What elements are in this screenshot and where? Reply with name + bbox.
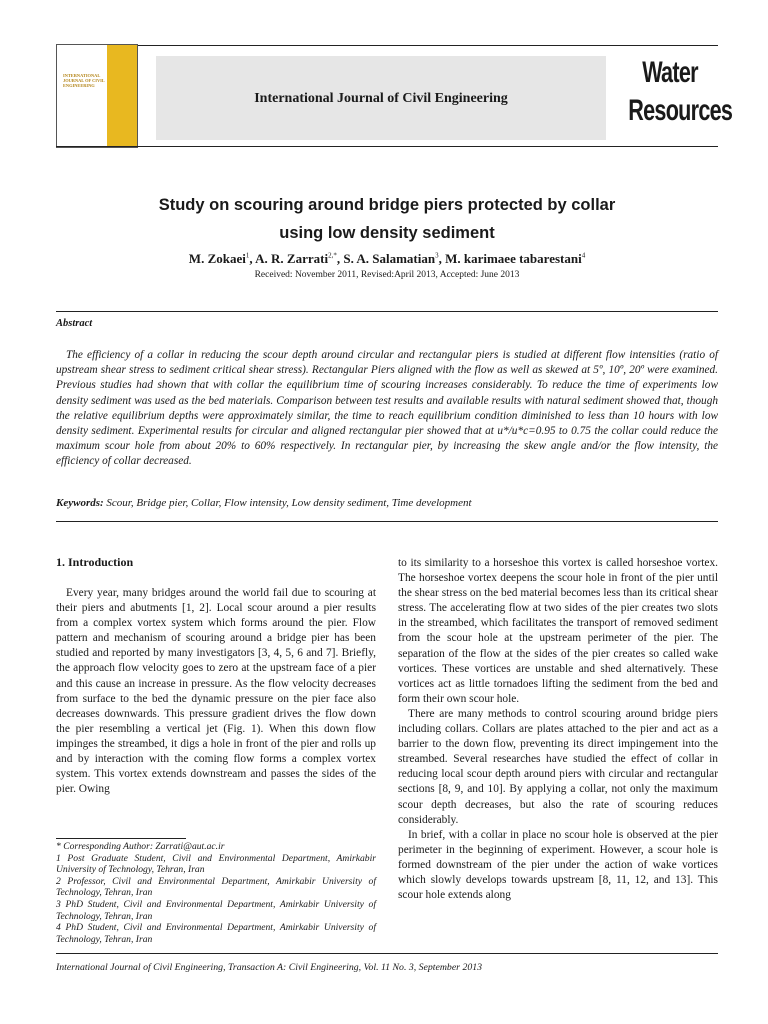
keywords (56, 497, 718, 509)
abstract-bottom-rule (56, 521, 718, 522)
abstract-top-rule (56, 311, 718, 312)
footnote: 3 PhD Student, Civil and Environmental Department, Amirkabir University of Technology, Tehran, Iran (56, 898, 376, 922)
footnote: 1 Post Graduate Student, Civil and Environmental Department, Amirkabir University of Technology, Tehran, Iran (56, 852, 376, 876)
received-dates: Received: November 2011, Revised:April 2013, Accepted: June 2013 (254, 270, 520, 280)
journal-cover-thumbnail (56, 44, 138, 148)
author-list (56, 251, 718, 267)
footnote: 4 PhD Student, Civil and Environmental Department, Amirkabir University of Technology, Tehran, Iran (56, 922, 376, 945)
keywords-label: Keywords: (56, 497, 104, 509)
author-name: A. R. Zarrati (255, 251, 329, 266)
footnote: 2 Professor, Civil and Environmental Department, Amirkabir University of Technology, Tehran, Iran (56, 875, 376, 899)
footer-citation: International Journal of Civil Engineering, Transaction A: Civil Engineering, Vol. 11 No. 3, September 2013 (56, 962, 483, 973)
footnote-rule (56, 838, 186, 839)
author-separator: , (438, 251, 446, 266)
abstract-heading: Abstract (56, 318, 93, 329)
author-separator: , (249, 251, 256, 266)
paragraph: to its similarity to a horseshoe this vortex is called horseshoe vortex. The horseshoe vortex deepens the scour hole in front of the pier until the shear stress on the bed material becomes less than its critical shear stress. The accelerating flow at two sides of the pier creates two slots in the streambed, which facilitates the transport of removed sediment from the scour hole at the upstream perimeter of the pier. The separation of the flow at the sides of the pier creates so called wake vortices. These vortices are unstable and shed alternatively. These vortices act as little tornadoes lifting the sediment from the bed and form their own scour hole. (398, 557, 718, 705)
footer-rule (56, 953, 718, 954)
author-separator: , (336, 251, 344, 266)
right-column (398, 556, 718, 903)
section-heading: 1. Introduction (56, 555, 134, 569)
paper-title (56, 191, 718, 247)
left-column (56, 586, 376, 797)
footnotes (56, 841, 376, 945)
author-affiliation-mark: 2,* (328, 251, 337, 260)
author-affiliation-mark: 4 (581, 251, 586, 260)
paper-title-line2: using low density sediment (279, 224, 495, 242)
paper-title-line1: Study on scouring around bridge piers protected by collar (158, 196, 616, 214)
cover-title: INTERNATIONAL JOURNAL OF CIVIL ENGINEERING (63, 73, 105, 88)
keywords-list: Scour, Bridge pier, Collar, Flow intensity, Low density sediment, Time development (106, 497, 472, 509)
author-affiliation-mark: 3 (435, 251, 439, 260)
header-top-rule (138, 45, 718, 46)
footnote: * Corresponding Author: Zarrati@aut.ac.ir (56, 841, 225, 852)
paragraph: In brief, with a collar in place no scour hole is observed at the pier perimeter in the beginning of experiment. However, a scour hole is formed downstream of the pier under the action of wake vortices which slowly develops towards upstream [8, 11, 12, and 13]. This scour hole extends along (398, 828, 718, 902)
journal-title: International Journal of Civil Engineering (254, 91, 508, 106)
section-label (628, 54, 733, 130)
abstract-text: The efficiency of a collar in reducing the scour depth around circular and rectangular piers is studied at different flow intensities (ratio of upstream shear stress to sediment critical shear stress). Rectangular Piers aligned with the flow as well as skewed at 5º, 10º, 20º were examined. Previous studies had shown that with collar the equilibrium time of scouring increases considerably. To reduce the time of experiments low density sediment was used as the bed materials. Comparison between test results and available results with natural sediment showed that, though the relative equilibrium depths were approximately similar, the time to reach equilibrium condition diminished to less than 10 hours with low density sediment. Experimental results for circular and aligned rectangular pier showed that at u*/u*c=0.95 to 0.75 the collar could reduce the maximum scour hole from about 20% to 60% respectively. In rectangular pier, by increasing the skew angle and/or the flow intensity, the efficiency of collar decreased. (56, 349, 718, 468)
paragraph: There are many methods to control scouring around bridge piers including collars. Collars are plates attached to the pier and act as a barrier to the down flow, preventing its direct impingement into the streambed. Several researches have studied the effect of collar in reducing local scour depth around piers with circular and rectangular sections [8, 9, and 10]. By applying a collar, not only the maximum scour depth decreases, but also the rate of scouring reduces considerably. (398, 707, 718, 826)
paragraph: Every year, many bridges around the world fail due to scouring at their piers and abutments [1, 2]. Local scour around a pier results from a complex vortex system which forms around the pier. Flow pattern and mechanism of scouring around a bridge pier has been studied and reported by many investigators [3, 4, 5, 6 and 7]. Briefly, the approach flow velocity goes to zero at the upstream face of a pier and this cause an increase in pressure. As the flow velocity decreases from surface to the bed the dynamic pressure on the pier face also decreases downwards. This pressure gradient drives the flow down the pier resembling a vertical jet (Fig. 1). When this down flow impinges the streambed, it digs a hole in front of the pier and rolls up and by interaction with the coming flow forms a complex vortex system. This vortex extends downstream and passes the sides of the pier. Owing (56, 587, 376, 796)
header-bottom-rule (56, 146, 718, 147)
author-name: M. Zokaei (188, 251, 246, 266)
author-name: S. A. Salamatian (343, 251, 436, 266)
section-label-line2: Resources (628, 94, 733, 127)
cover-accent-band (107, 45, 137, 147)
author-name: M. karimaee tabarestani (445, 251, 582, 266)
section-label-line1: Water (642, 56, 698, 89)
author-affiliation-mark: 1 (245, 251, 250, 260)
